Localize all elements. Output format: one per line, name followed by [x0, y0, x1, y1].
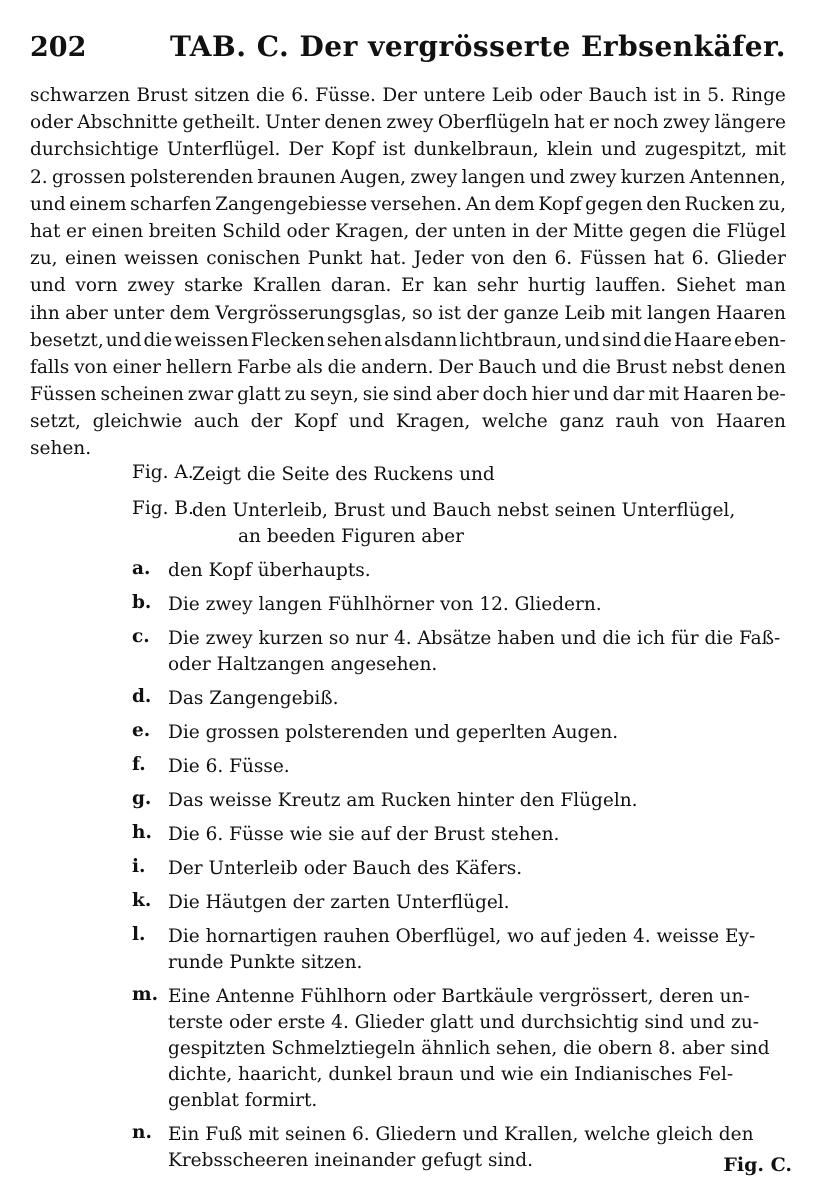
legend-item [132, 498, 796, 550]
legend-label: e. [132, 720, 151, 741]
legend-label: a. [132, 558, 151, 579]
text-line: 2. grossen polsterenden braunen Augen, zwey langen und zwey kurzen Antennen, [30, 166, 786, 188]
running-title: TAB. C. Der vergrösserte Erbsenkäfer. [170, 30, 786, 63]
text-line: Füssen scheinen zwar glatt zu seyn, sie sind aber doch hier und dar mit Haaren be- [30, 384, 786, 406]
legend-text: den Kopf überhaupts. [168, 560, 371, 581]
legend-label: f. [132, 754, 146, 775]
text-line: setzt, gleichwie auch der Kopf und Kragen, welche ganz rauh von Haaren [30, 411, 786, 433]
legend-label: h. [132, 822, 152, 843]
legend-label: m. [132, 984, 159, 1005]
text-line: und vorn zwey starke Krallen daran. Er kan sehr hurtig lauffen. Siehet man [30, 275, 786, 297]
legend-text: runde Punkte sitzen. [168, 952, 363, 973]
legend-label: c. [132, 626, 150, 647]
legend-label: n. [132, 1122, 152, 1143]
text-line: falls von einer hellern Farbe als die andern. Der Bauch und die Brust nebst denen [30, 356, 786, 378]
legend-text: Die 6. Füsse wie sie auf der Brust stehen. [168, 824, 560, 845]
text-line: zu, einen weissen conischen Punkt hat. Jeder von den 6. Füssen hat 6. Glieder [30, 248, 786, 270]
legend-text: Die 6. Füsse. [168, 756, 290, 777]
legend-label: Fig. B. [132, 498, 194, 519]
figure-label: Fig. C. [723, 1154, 792, 1176]
page-number: 202 [30, 32, 87, 63]
legend-text: genblat formirt. [168, 1090, 318, 1111]
legend-item [132, 626, 796, 678]
legend-text: Das weisse Kreutz am Rucken hinter den Flügeln. [168, 790, 638, 811]
legend-label: g. [132, 788, 152, 809]
legend-label: i. [132, 856, 146, 877]
legend-text: Eine Antenne Fühlhorn oder Bartkäule vergrössert, deren un- [168, 986, 750, 1007]
legend-text: Die grossen polsterenden und geperlten Augen. [168, 722, 619, 743]
legend-item [132, 924, 796, 976]
legend-text: Der Unterleib oder Bauch des Käfers. [168, 858, 523, 879]
legend-label: k. [132, 890, 152, 911]
legend-item [132, 1122, 796, 1174]
legend-text: gespitzten Schmelztiegeln ähnlich sehen, die obern 8. aber sind [168, 1038, 770, 1059]
legend-item [132, 754, 796, 780]
figure-legend [132, 462, 796, 1174]
legend-text: an beeden Figuren aber [238, 526, 464, 547]
legend-text: Die Häutgen der zarten Unterflügel. [168, 892, 510, 913]
text-line: oder Abschnitte getheilt. Unter denen zwey Oberflügeln hat er noch zwey längere [30, 112, 786, 134]
legend-text: Das Zangengebiß. [168, 688, 339, 709]
legend-item [132, 558, 796, 584]
legend-text: dichte, haaricht, dunkel braun und wie ein Indianisches Fel- [168, 1064, 734, 1085]
text-line: durchsichtige Unterflügel. Der Kopf ist dunkelbraun, klein und zugespitzt, mit [30, 139, 786, 161]
legend-item [132, 890, 796, 916]
body-paragraph [30, 82, 786, 463]
legend-text: Ein Fuß mit seinen 6. Gliedern und Krallen, welche gleich den [168, 1124, 754, 1145]
text-line: hat er einen breiten Schild oder Kragen, der unten in der Mitte gegen die Flügel [30, 220, 786, 242]
legend-item [132, 720, 796, 746]
legend-text: terste oder erste 4. Glieder glatt und durchsichtig sind und zu- [168, 1012, 760, 1033]
legend-item [132, 462, 796, 488]
legend-text: oder Haltzangen angesehen. [168, 654, 438, 675]
text-line: ihn aber unter dem Vergrösserungsglas, so ist der ganze Leib mit langen Haaren [30, 302, 786, 324]
legend-label: b. [132, 592, 152, 613]
legend-item [132, 592, 796, 618]
legend-item [132, 788, 796, 814]
legend-label: d. [132, 686, 152, 707]
legend-label: Fig. A. [132, 462, 194, 483]
text-line: sehen. [30, 438, 92, 460]
legend-text: Zeigt die Seite des Ruckens und [192, 464, 495, 485]
legend-text: Die zwey kurzen so nur 4. Absätze haben und die ich für die Faß- [168, 628, 781, 649]
legend-text: Die hornartigen rauhen Oberflügel, wo auf jeden 4. weisse Ey- [168, 926, 756, 947]
text-line: schwarzen Brust sitzen die 6. Füsse. Der untere Leib oder Bauch ist in 5. Ringe [30, 85, 786, 106]
page-header [30, 26, 786, 70]
text-line: besetzt, und die weissen Flecken sehen alsdann lichtbraun, und sind die Haare eben- [30, 329, 786, 351]
legend-item [132, 822, 796, 848]
legend-item [132, 856, 796, 882]
text-line: und einem scharfen Zangengebiesse versehen. An dem Kopf gegen den Rucken zu, [30, 193, 786, 215]
legend-text: Krebsscheeren ineinander gefugt sind. [168, 1150, 534, 1171]
legend-text: den Unterleib, Brust und Bauch nebst seinen Unterflügel, [192, 500, 736, 521]
legend-item [132, 984, 796, 1114]
legend-label: l. [132, 924, 146, 945]
legend-text: Die zwey langen Fühlhörner von 12. Gliedern. [168, 594, 602, 615]
legend-item [132, 686, 796, 712]
